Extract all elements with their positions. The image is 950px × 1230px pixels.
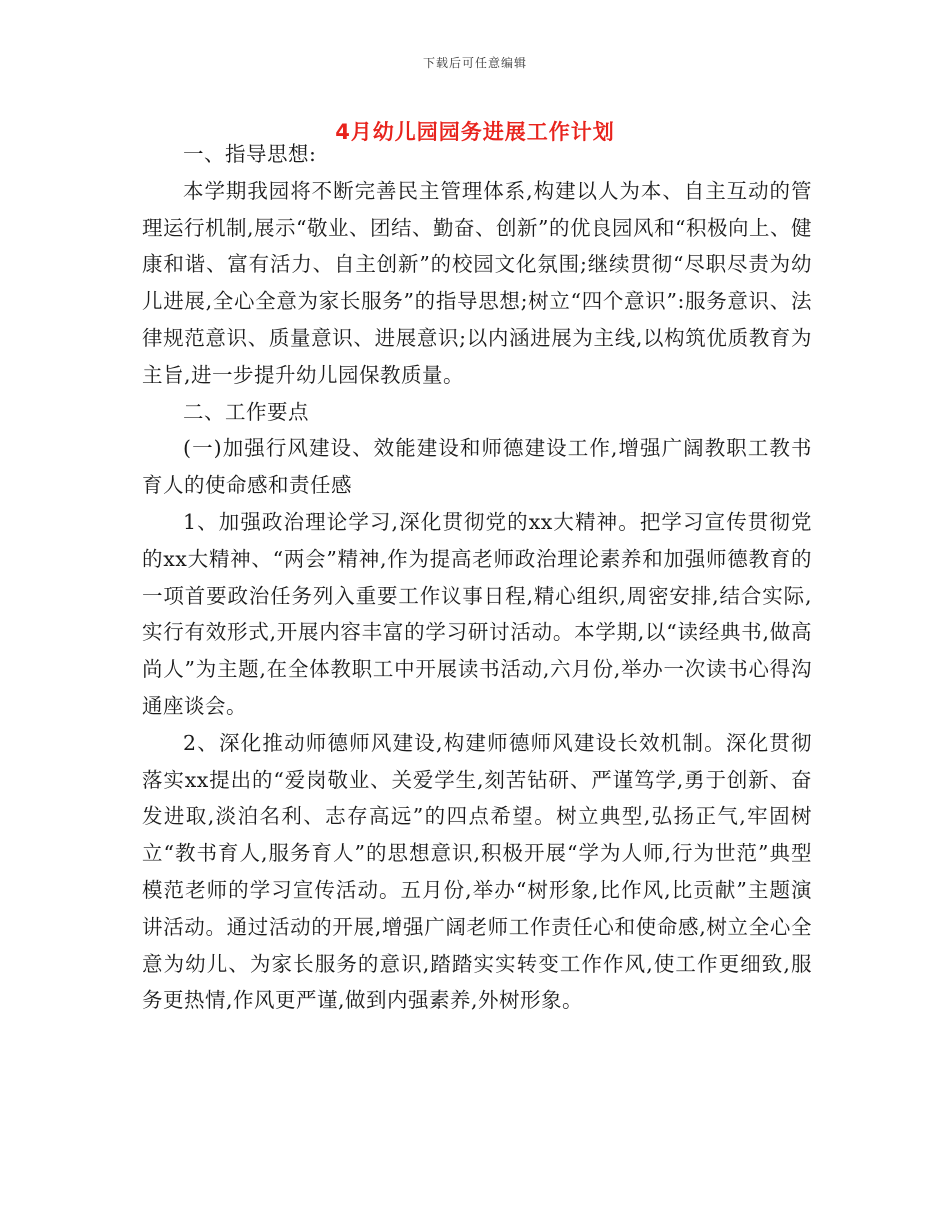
paragraph-item-1: 1、加强政治理论学习,深化贯彻党的xx大精神。把学习宣传贯彻党的xx大精神、“两会”精神,作为提高老师政治理论素养和加强师德教育的一项首要政治任务列入重要工作议事日程,精心组织,周密安排,结合实际,实行有效形式,开展内容丰富的学习研讨活动。本学期,以“读经典书,做高尚人”为主题,在全体教职工中开展读书活动,六月份,举办一次读书心得沟通座谈会。 bbox=[142, 509, 812, 718]
paragraph-item-2: 2、深化推动师德师风建设,构建师德师风建设长效机制。深化贯彻落实xx提出的“爱岗敬业、关爱学生,刻苦钻研、严谨笃学,勇于创新、奋发进取,淡泊名利、志存高远”的四点希望。树立典型,弘扬正气,牢固树立“教书育人,服务育人”的思想意识,积极开展“学为人师,行为世范”典型模范老师的学习宣传活动。五月份,举办“树形象,比作风,比贡献”主题演讲活动。通过活动的开展,增强广阔老师工作责任心和使命感,树立全心全意为幼儿、为家长服务的意识,踏踏实实转变工作作风,使工作更细致,服务更热情,作风更严谨,做到内强素养,外树形象。 bbox=[142, 730, 812, 1013]
paragraph-guiding-ideology: 本学期我园将不断完善民主管理体系,构建以人为本、自主互动的管理运行机制,展示“敬业、团结、勤奋、创新”的优良园风和“积极向上、健康和谐、富有活力、自主创新”的校园文化氛围;继续贯彻“尽职尽责为幼儿进展,全心全意为家长服务”的指导思想;树立“四个意识”:服务意识、法律规范意识、质量意识、进展意识;以内涵进展为主线,以构筑优质教育为主旨,进一步提升幼儿园保教质量。 bbox=[142, 178, 812, 387]
section-heading-work-points: 二、工作要点 bbox=[183, 399, 309, 424]
document-title: 4月幼儿园园务进展工作计划 bbox=[335, 120, 615, 144]
section-heading-guiding-ideology: 一、指导思想: bbox=[183, 142, 317, 166]
document-body bbox=[142, 136, 812, 1019]
subsection-heading-1: (一)加强行风建设、效能建设和师德建设工作,增强广阔教职工教书育人的使命感和责任感 bbox=[142, 436, 812, 498]
download-note: 下载后可任意编辑 bbox=[422, 56, 527, 70]
